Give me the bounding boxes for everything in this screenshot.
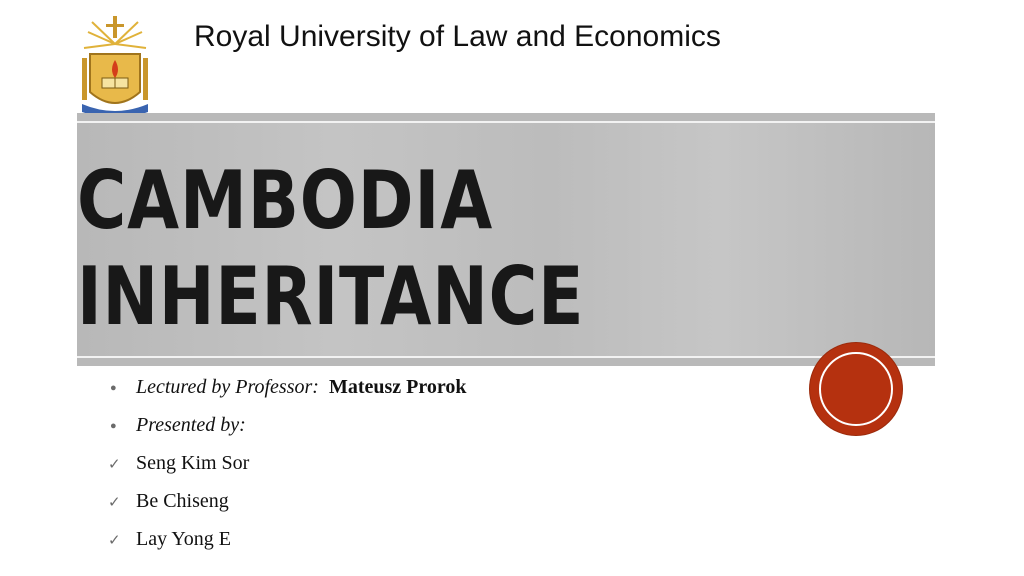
band-top-rule (77, 121, 935, 123)
checkmark-icon: ✓ (108, 533, 121, 549)
presented-label: Presented by: (136, 414, 246, 436)
presenter-name: Be Chiseng (136, 490, 229, 512)
university-name: Royal University of Law and Economics (194, 20, 721, 53)
presenter-name: Lay Yong E (136, 528, 232, 550)
checkmark-icon: ✓ (108, 495, 121, 511)
university-crest-logo (78, 14, 152, 120)
accent-circle (810, 343, 902, 435)
bullet-dot-icon: ● (110, 382, 117, 394)
title-band-texture (77, 123, 935, 356)
presenter-name: Seng Kim Sor (136, 452, 250, 474)
lecturer-name: Mateusz Prorok (328, 376, 467, 398)
title-band (77, 113, 935, 366)
title-line-2: INHERITANCE (77, 250, 585, 343)
title-line-1: CAMBODIA (77, 154, 494, 247)
bullet-dot-icon: ● (110, 420, 117, 432)
accent-circle-ring (819, 352, 893, 426)
band-bottom-rule (77, 356, 935, 358)
lecturer-label: Lectured by Professor: (136, 376, 319, 398)
checkmark-icon: ✓ (108, 457, 121, 473)
